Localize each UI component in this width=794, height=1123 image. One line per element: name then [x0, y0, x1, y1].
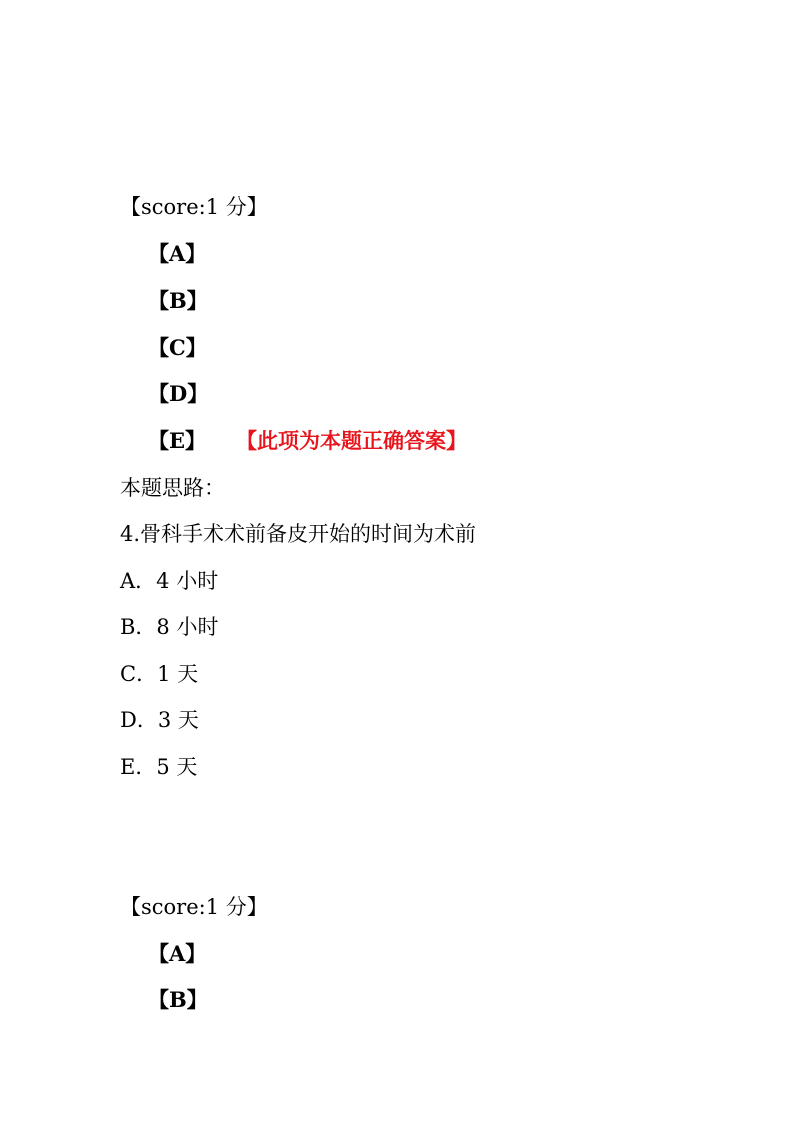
option-e-label: 【E】 — [148, 428, 207, 453]
choice-e: E．5 天 — [120, 755, 198, 779]
choice-d: D．3 天 — [120, 708, 199, 732]
choice-b: B．8 小时 — [120, 615, 219, 639]
score-label-2: 【score:1 分】 — [120, 895, 268, 919]
option-b-label-2: 【B】 — [148, 987, 208, 1012]
option-d-label: 【D】 — [148, 381, 209, 406]
option-e-row — [148, 427, 548, 455]
score-label: 【score:1 分】 — [120, 195, 268, 219]
question-text: 4.骨科手术术前备皮开始的时间为术前 — [120, 522, 477, 546]
choice-a: A．4 小时 — [120, 569, 219, 593]
option-a-label-2: 【A】 — [148, 941, 207, 966]
correct-answer-marker: 【此项为本题正确答案】 — [236, 428, 467, 453]
choice-c: C．1 天 — [120, 662, 199, 686]
option-b-label: 【B】 — [148, 288, 208, 313]
option-c-label: 【C】 — [148, 335, 207, 360]
option-a-label: 【A】 — [148, 241, 207, 266]
reasoning-label: 本题思路： — [120, 476, 225, 500]
